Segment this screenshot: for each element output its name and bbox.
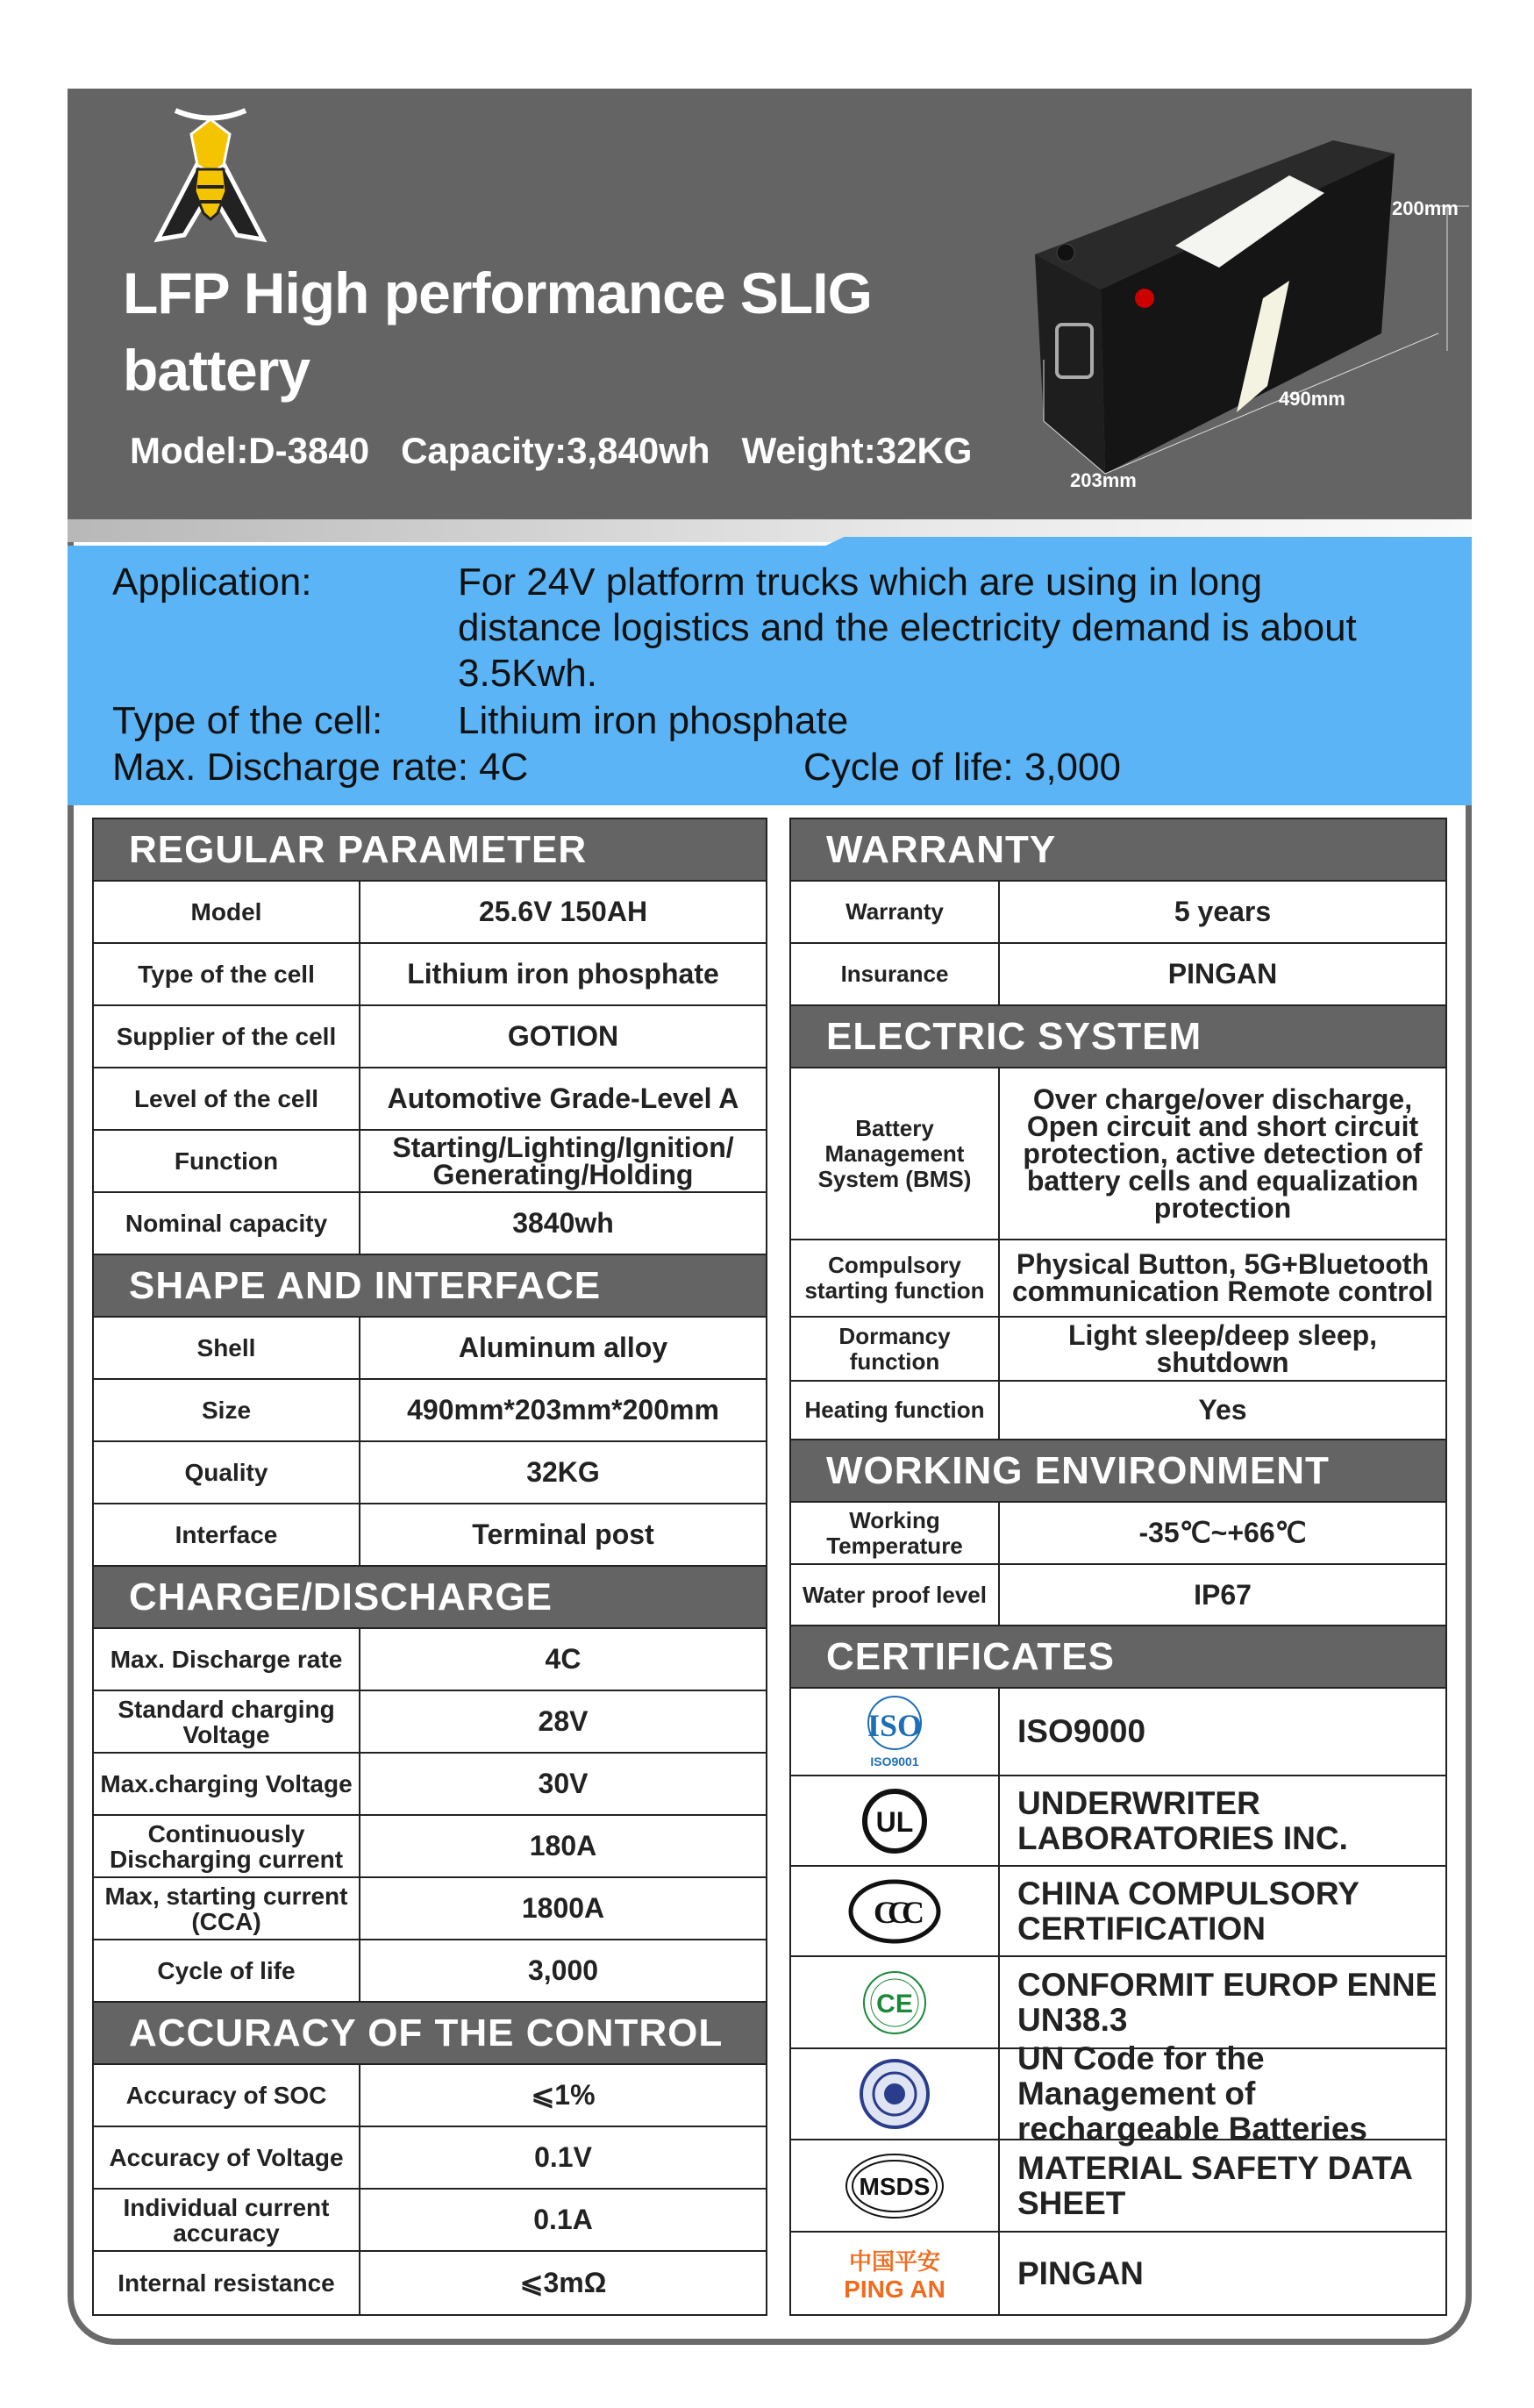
table-row [94,1068,766,1131]
param-label: Nominal capacity [94,1193,360,1254]
title-line-2: battery [123,338,310,403]
svg-text:MSDS: MSDS [859,2172,931,2200]
table-row [791,1503,1445,1565]
table-row [94,2190,766,2252]
param-label: Internal resistance [94,2252,360,2314]
application-label: Application: [112,561,312,604]
param-value: 490mm*203mm*200mm [407,1394,719,1426]
table-row [791,1382,1445,1440]
param-value: 0.1V [534,2141,592,2173]
param-value: Yes [1198,1394,1247,1426]
certificate-name: UN Code for the Management of rechargeable Batteries [1017,2040,1367,2147]
certificate-row [791,2233,1445,2314]
param-value: PINGAN [1167,958,1278,990]
table-row [94,1131,766,1193]
param-label: Size [94,1380,360,1440]
param-label: Accuracy of Voltage [94,2127,360,2188]
param-value: ⩽3mΩ [519,2267,607,2298]
table-row [94,1442,766,1504]
param-value: 3,000 [527,1954,599,1986]
capacity-spec: Capacity:3,840wh [401,430,710,471]
table-row [94,1318,766,1380]
ccc-logo-icon [791,1867,1000,1955]
certificate-row [791,1776,1445,1867]
cell-type-value: Lithium iron phosphate [458,699,849,742]
msds-logo-icon [791,2140,1000,2231]
certificate-name: UNDERWRITER LABORATORIES INC. [1017,1784,1348,1856]
right-parameter-table [789,818,1447,2316]
param-label: Water proof level [791,1565,1000,1625]
height-dimension: 200mm [1392,197,1459,219]
table-row [94,1878,766,1940]
param-label: Quality [94,1442,360,1503]
param-label: Compulsory starting function [791,1240,1000,1316]
certificate-name: CONFORMIT EUROP ENNE UN38.3 [1017,1966,1438,2038]
param-label: Supplier of the cell [94,1006,360,1067]
certificate-name: MATERIAL SAFETY DATA SHEET [1017,2149,1412,2221]
weight-spec: Weight:32KG [741,430,973,471]
ul-logo-icon [791,1776,1000,1865]
param-label: Accuracy of SOC [94,2065,360,2126]
certificate-row [791,2140,1445,2233]
param-label: Max.charging Voltage [94,1754,360,1814]
section-header: CHARGE/DISCHARGE [94,1567,766,1629]
svg-text:中国平安: 中国平安 [848,2248,941,2276]
section-header: REGULAR PARAMETER [94,819,766,882]
param-label: Standard charging Voltage [94,1691,360,1752]
section-header: WORKING ENVIRONMENT [791,1440,1445,1503]
table-row [791,882,1445,944]
param-value: 5 years [1174,896,1272,927]
table-row [791,1318,1445,1382]
table-row [94,1691,766,1754]
param-value: Aluminum alloy [458,1332,668,1363]
certificate-name: ISO9000 [1017,1713,1146,1749]
certificate-name: PINGAN [1017,2254,1144,2291]
param-value: 25.6V 150AH [478,896,648,927]
param-value: Light sleep/deep sleep, shutdown [1067,1318,1378,1378]
certificate-row [791,1867,1445,1957]
param-value: Starting/Lighting/Ignition/ Generating/Holding [392,1131,734,1190]
param-value: GOTION [507,1020,619,1052]
certificate-row [791,1689,1445,1776]
param-label: Warranty [791,882,1000,942]
param-label: Max. Discharge rate [94,1629,360,1690]
table-row [94,2252,766,2314]
width-dimension: 203mm [1070,469,1137,491]
table-row [94,1193,766,1255]
application-line: distance logistics and the electricity demand is about [458,606,1357,649]
section-header: ELECTRIC SYSTEM [791,1006,1445,1068]
param-label: Max, starting current (CCA) [94,1878,360,1939]
param-value: Automotive Grade-Level A [387,1083,739,1114]
param-label: Working Temperature [791,1503,1000,1563]
section-header: WARRANTY [791,819,1445,882]
ce-logo-icon [791,1957,1000,2047]
param-value: ⩽1% [531,2079,596,2111]
param-label: Insurance [791,944,1000,1004]
certificate-row [791,1957,1445,2049]
svg-text:CE: CE [876,1989,913,2019]
table-row [94,1006,766,1068]
table-row [94,882,766,944]
param-value: Physical Button, 5G+Bluetooth communication Remote control [1011,1248,1434,1307]
param-value: 1800A [521,1892,605,1924]
table-row [791,1068,1445,1240]
table-row [94,2065,766,2127]
param-label: Interface [94,1504,360,1565]
certificate-name: CHINA COMPULSORY CERTIFICATION [1017,1875,1359,1947]
battery-product-image [1026,123,1473,491]
param-value: IP67 [1194,1578,1252,1611]
param-value: 30V [538,1768,589,1799]
spec-summary [130,430,1003,472]
param-label: Function [94,1131,360,1191]
param-label: Individual current accuracy [94,2190,360,2250]
table-row [94,1380,766,1442]
un-seal-logo-icon [791,2049,1000,2139]
cycle-life: Cycle of life: 3,000 [803,746,1121,789]
svg-text:UL: UL [875,1805,914,1838]
param-label: Battery Management System (BMS) [791,1068,1000,1239]
table-row [791,1565,1445,1626]
param-label: Type of the cell [94,944,360,1004]
param-label: Continuously Discharging current [94,1816,360,1876]
param-value: Terminal post [472,1518,654,1550]
left-parameter-table [92,818,767,2316]
table-row [94,1504,766,1567]
table-row [94,1629,766,1691]
param-label: Shell [94,1318,360,1378]
param-value: 28V [538,1705,589,1737]
iso-logo-icon [791,1689,1000,1775]
section-header: CERTIFICATES [791,1626,1445,1689]
param-value: Lithium iron phosphate [407,958,719,990]
param-value: 180A [529,1830,597,1861]
param-value: 3840wh [512,1207,614,1239]
section-header: SHAPE AND INTERFACE [94,1255,766,1318]
pingan-logo-icon [791,2233,1000,2314]
table-row [94,2127,766,2190]
table-row [94,1940,766,2003]
application-line: For 24V platform trucks which are using in long [458,561,1263,604]
length-dimension: 490mm [1279,388,1345,410]
section-header: ACCURACY OF THE CONTROL [94,2003,766,2065]
title-line-1: LFP High performance SLIG [123,261,872,325]
param-value: 0.1A [533,2204,593,2235]
param-value: Over charge/over discharge, Open circuit and short circuit protection, active detection of battery cells and equalization protection [1023,1083,1423,1224]
application-line: 3.5Kwh. [458,652,597,695]
param-label: Cycle of life [94,1940,360,2001]
svg-text:PING AN: PING AN [844,2275,945,2303]
page-title [123,254,872,409]
param-label: Dormancy function [791,1318,1000,1380]
param-value: -35℃~+66℃ [1138,1517,1307,1548]
model-spec: Model:D-3840 [130,430,370,471]
table-row [791,1240,1445,1318]
param-value: 32KG [526,1456,600,1488]
bee-logo-icon [123,104,298,244]
svg-text:CCC: CCC [874,1894,916,1930]
certificate-row [791,2040,1445,2147]
param-label: Level of the cell [94,1068,360,1129]
param-label: Model [94,882,360,942]
discharge-rate: Max. Discharge rate: 4C [112,746,529,789]
table-row [791,944,1445,1006]
svg-text:ISO: ISO [867,1708,923,1743]
svg-text:ISO9001: ISO9001 [870,1754,919,1768]
param-value: 4C [545,1643,581,1675]
table-row [94,1754,766,1816]
table-row [94,1816,766,1878]
table-row [94,944,766,1006]
application-value [458,560,1357,697]
param-label: Heating function [791,1382,1000,1439]
cell-type-label: Type of the cell: [112,699,383,742]
